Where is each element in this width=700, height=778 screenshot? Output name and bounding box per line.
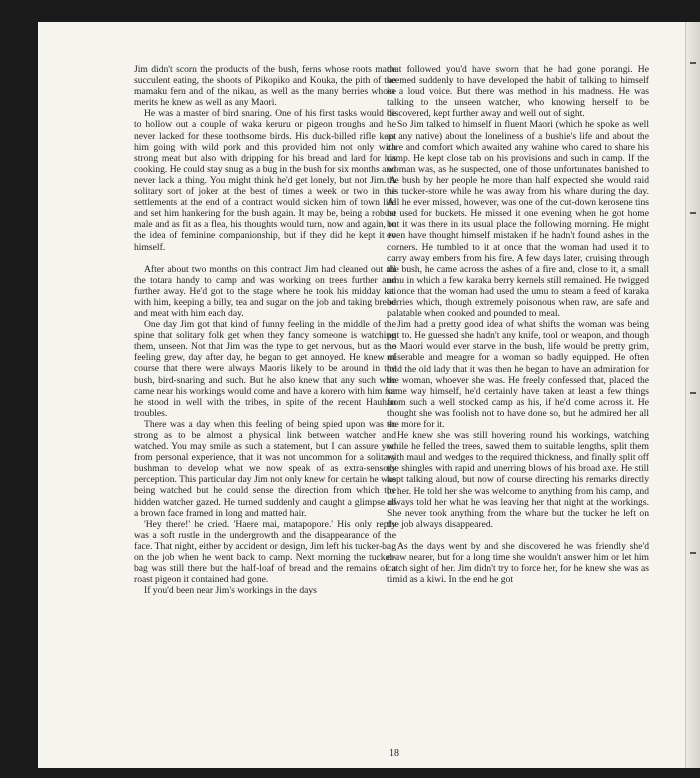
edge-mark bbox=[690, 552, 696, 554]
paragraph: Jim didn't scorn the products of the bush, ferns whose roots made succulent eating, the shoots of Pikopiko and Kouka, the pith of the mamaku fern and of the nikau, as well as the many berries whose merits he knew as well as any Maori. bbox=[134, 64, 396, 109]
paragraph: that followed you'd have sworn that he had gone porangi. He seemed suddenly to have developed the habit of talking to himself in a loud voice. But there was method in his madness. He was talking to the unseen watcher, who knowing herself to be discovered, kept further away and well out of sight. bbox=[387, 64, 649, 120]
paragraph: If you'd been near Jim's workings in the days bbox=[144, 585, 317, 597]
page-edge bbox=[685, 22, 700, 768]
paragraph: He knew she was still hovering round his workings, watching while he felled the trees, sawed them to suitable lengths, split them with maul and wedges to the required thickness, and finally split off the shingles with rapid and unerring blows of his broad axe. He still kept talking aloud, but now of course directing his remarks directly to her. He told her she was welcome to anything from his camp, and always told her what he was leaving her that night at the workings. She never took anything from the whare but the tucker he left on the job always disappeared. bbox=[387, 430, 649, 530]
paragraph: 'Hey there!' he cried. 'Haere mai, matapopore.' His only reply was a soft rustle in the undergrowth and the disappearance of the face. That night, either by accident or design, Jim left his tucker-bag on the job when he went back to camp. Next morning the tucker-bag was still there but the half-loaf of bread and the remains of a roast pigeon it contained had gone. bbox=[134, 518, 396, 586]
paragraph: There was a day when this feeling of being spied upon was so strong as to be almost a physical link between watcher and watched. You may smile as such a statement, but I can assure you from personal experience, that it was not uncommon for a solitary bushman to develop what we now speak of as extra-sensory perception. This particular day Jim not only knew for certain he was being watched but he could sense the direction from which the hidden watcher gazed. He turned suddenly and caught a glimpse of a brown face framed in long and matted hair. bbox=[134, 418, 396, 519]
paragraph: He was a master of bird snaring. One of his first tasks would be to hollow out a couple of waka keruru or pigeon troughs and he never lacked for these toothsome birds. His duck-billed rifle kept him going with wild pork and this provided him not only with strong meat but also with dripping for his bread and lard for his cooking. He could stay snug as a bug in the bush for six months and never lack a thing. You might think he'd get lonely, but not Jim. A solitary sort of joker at the best of times a week or two in the settlements at the end of a contract would sicken him of town life and set him hankering for the bush again. It may be, being a robust male and as fit as a flea, his thoughts would turn, now and again, to the idea of feminine companionship, but if they did he kept it to himself. bbox=[134, 108, 396, 253]
edge-mark bbox=[690, 392, 696, 394]
paragraph: After about two months on this contract Jim had cleaned out all the totara handy to camp and was working on trees further and further away. He'd got to the stage where he took his midday kai with him, keeping a billy, tea and sugar on the job and taking bread and meat with him each day. bbox=[134, 263, 396, 319]
book-page bbox=[38, 22, 700, 768]
paragraph: So Jim talked to himself in fluent Maori (which he spoke as well as any native) about the loneliness of a bushie's life and about the care and comfort which awaited any wahine who cared to share his camp. He kept close tab on his provisions and such in camp. If the woman was, as he suspected, one of those unfortunates banished to the bush by her people he more than half expected she would raid his tucker-store while he was away from his whare during the day. All he ever missed, however, was one of the cut-down kerosene tins he used for buckets. He missed it one evening when he got home but it was there in its usual place the following morning. He might even have thought himself mistaken if he hadn't found ashes in the corners. He tumbled to it at once that the woman had used it to carry away embers from his fire. A few days later, cruising through the bush, he came across the ashes of a fire and, close to it, a small umu in which a few karaka berry kernels still remained. He twigged at once that the woman had used the umu to steam a feed of karaka berries which, though extremely poisonous when raw, are safe and palatable when cooked and pounded to meal. bbox=[387, 119, 649, 320]
paragraph: Jim had a pretty good idea of what shifts the woman was being put to. He guessed she hadn't any knife, tool or weapon, and though no Maori would ever starve in the bush, life would be pretty grim, miserable and meagre for a woman so badly equipped. He often told the old lady that it was then he began to have an admiration for the woman, whoever she was. He freely confessed that, placed the same way himself, he'd certainly have taken at least a few things from such a well stocked camp as his, if he'd come across it. He thought she was foolish not to have done so, but he admired her all the more for it. bbox=[387, 319, 649, 430]
paragraph: As the days went by and she discovered he was friendly she'd draw nearer, but for a long time she wouldn't answer him or let him catch sight of her. Jim didn't try to force her, for he knew she was as timid as a kiwi. In the end he got bbox=[387, 540, 649, 586]
page-number: 18 bbox=[389, 748, 399, 759]
left-text-column bbox=[134, 64, 396, 596]
right-text-column bbox=[387, 64, 649, 585]
paragraph: One day Jim got that kind of funny feeling in the middle of the spine that solitary folk get when they fancy someone is watching them, unseen. Not that Jim was the type to get nervous, but as the feeling grew, day after day, he began to get annoyed. He knew of course that there were always Maoris likely to be around in the bush, bird-snaring and such. But he also knew that any such who came near his workings would come and have a korero with him for he stood in well with the tribes, in spite of the recent Hauhau troubles. bbox=[134, 319, 396, 419]
edge-mark bbox=[690, 212, 696, 214]
edge-mark bbox=[690, 62, 696, 64]
